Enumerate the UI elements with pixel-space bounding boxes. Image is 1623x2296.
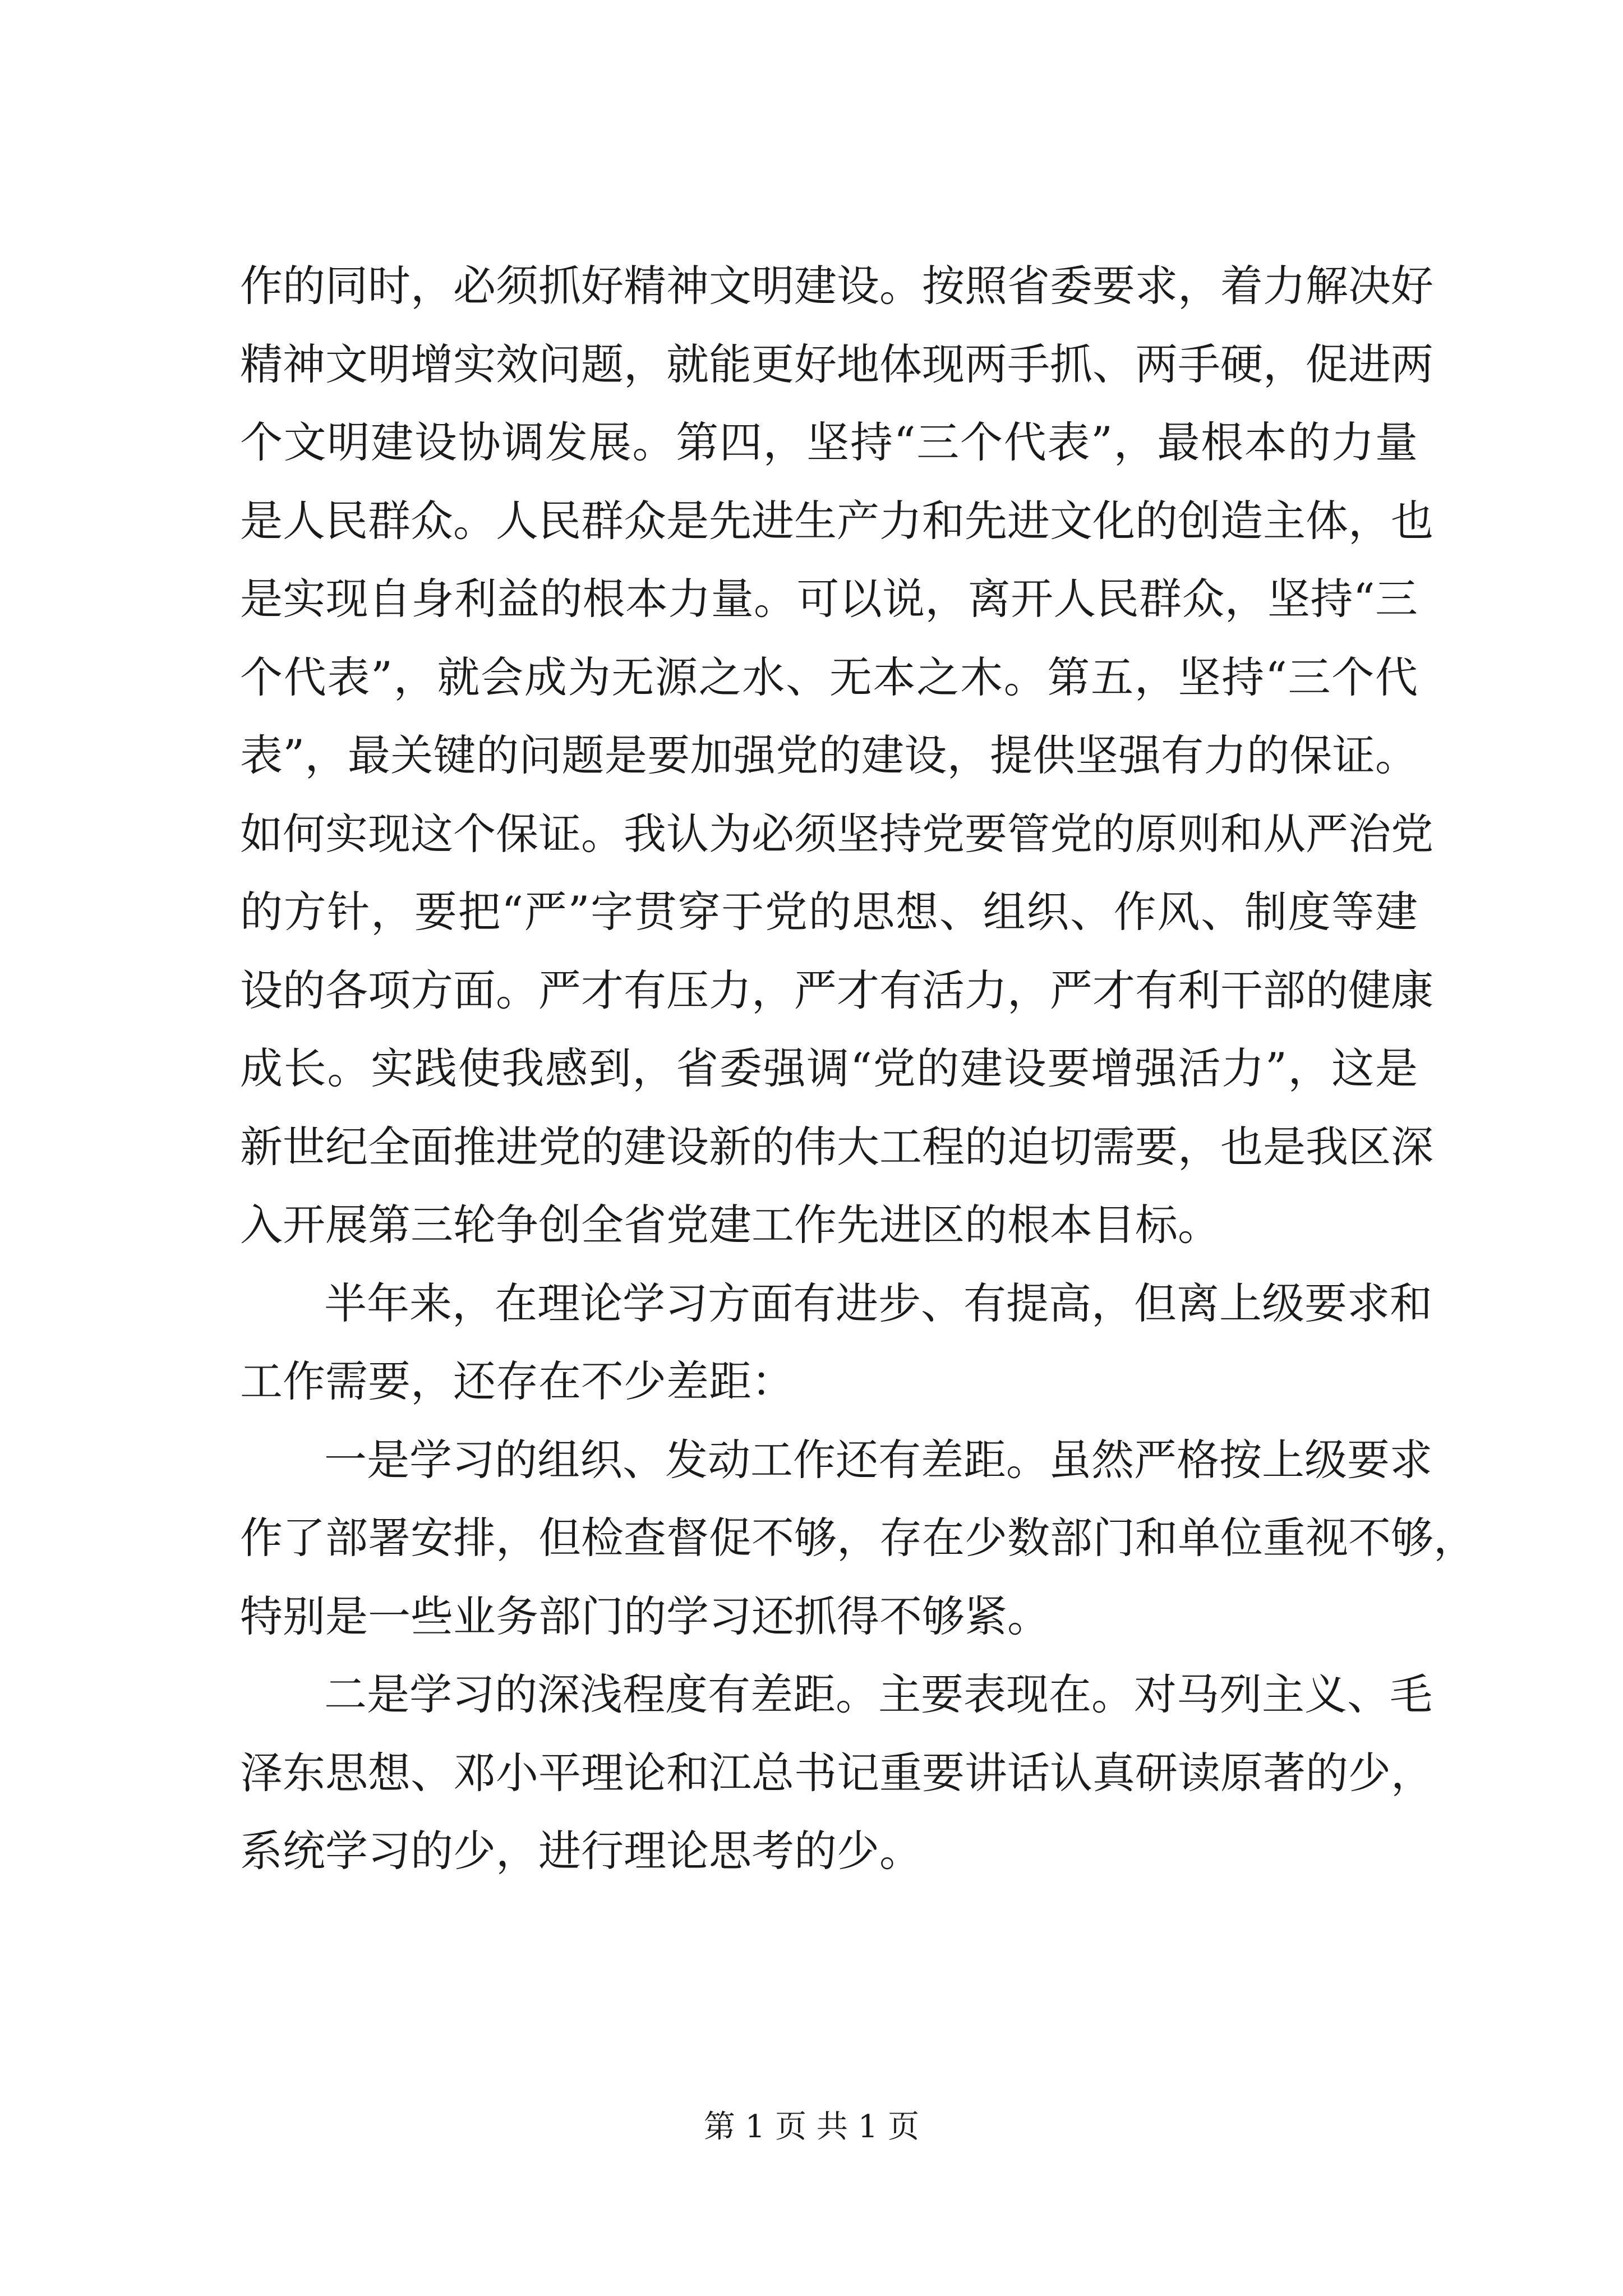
page-footer: 第 1 页 共 1 页 [703, 2109, 920, 2145]
text-line: 系统学习的少，进行理论思考的少。 [240, 1826, 922, 1876]
text-line: 成长。实践使我感到，省委强调“党的建设要增强活力”，这是 [240, 1043, 1418, 1093]
text-line: 泽东思想、邓小平理论和江总书记重要讲话认真研读原著的少， [240, 1747, 1433, 1798]
text-line: 是实现自身利益的根本力量。可以说，离开人民群众，坚持“三 [240, 574, 1418, 624]
document-body [240, 247, 1476, 1890]
text-line: 的方针，要把“严”字贯穿于党的思想、组织、作风、制度等建 [240, 887, 1418, 937]
text-line: 如何实现这个保证。我认为必须坚持党要管党的原则和从严治党 [240, 808, 1433, 859]
text-line: 一是学习的组织、发动工作还有差距。虽然严格按上级要求 [324, 1434, 1432, 1485]
text-line: 是人民群众。人民群众是先进生产力和先进文化的创造主体，也 [240, 495, 1433, 546]
text-line: 个代表”，就会成为无源之水、无本之木。第五，坚持“三个代 [240, 652, 1418, 702]
text-line: 作了部署安排，但检查督促不够，存在少数部门和单位重视不够， [240, 1513, 1476, 1563]
text-line: 新世纪全面推进党的建设新的伟大工程的迫切需要，也是我区深 [240, 1121, 1433, 1172]
text-line: 特别是一些业务部门的学习还抓得不够紧。 [240, 1591, 1050, 1641]
text-line: 个文明建设协调发展。第四，坚持“三个代表”，最根本的力量 [240, 417, 1418, 467]
text-line: 二是学习的深浅程度有差距。主要表现在。对马列主义、毛 [324, 1669, 1432, 1719]
text-line: 设的各项方面。严才有压力，严才有活力，严才有利干部的健康 [240, 965, 1433, 1015]
text-line: 半年来，在理论学习方面有进步、有提高，但离上级要求和 [324, 1278, 1432, 1328]
text-line: 工作需要，还存在不少差距： [240, 1356, 794, 1406]
text-line: 表”，最关键的问题是要加强党的建设，提供坚强有力的保证。 [240, 730, 1418, 780]
text-line: 入开展第三轮争创全省党建工作先进区的根本目标。 [240, 1200, 1220, 1250]
text-line: 作的同时，必须抓好精神文明建设。按照省委要求，着力解决好 [240, 261, 1433, 311]
text-line: 精神文明增实效问题，就能更好地体现两手抓、两手硬，促进两 [240, 339, 1433, 389]
